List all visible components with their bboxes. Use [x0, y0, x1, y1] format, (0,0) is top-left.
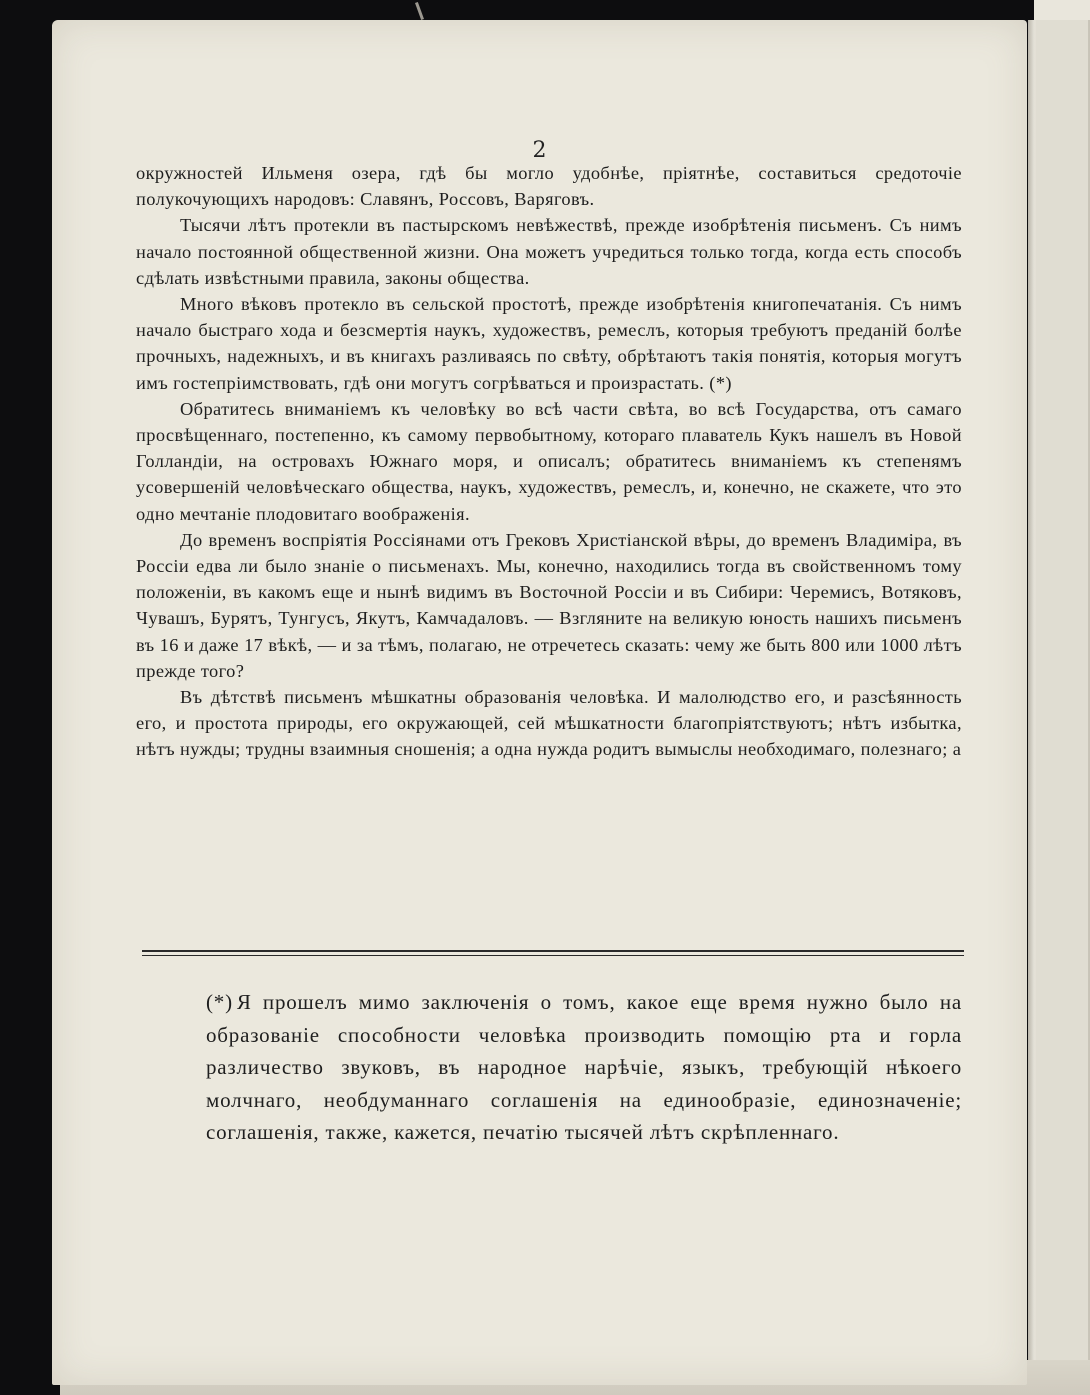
- next-page-edge: [1028, 20, 1090, 1395]
- main-text: [136, 160, 962, 763]
- paragraph: Тысячи лѣтъ протекли въ пастырскомъ невѣжествѣ, прежде изобрѣтенія письменъ. Съ нимъ начало постоянной общественной жизни. Она можетъ учредиться только тогда, когда есть способъ сдѣлать извѣстными правила, законы общества.: [136, 215, 962, 288]
- paragraph: окружностей Ильменя озера, гдѣ бы могло удобнѣе, пріятнѣе, составиться средоточіе полукочующихъ народовъ: Славянъ, Россовъ, Варяговъ.: [136, 163, 962, 210]
- page-number: 2: [532, 138, 547, 163]
- footnote-mark: (*): [206, 990, 233, 1014]
- paragraph: Много вѣковъ протекло въ сельской простотѣ, прежде изобрѣтенія книгопечатанія. Съ нимъ начало быстраго хода и безсмертія наукъ, художествъ, ремеслъ, которыя требуютъ преданій болѣе прочныхъ, надежныхъ, и въ книгахъ разливаясь по свѣту, обрѣтаютъ такія понятія, которыя могутъ имъ гостепріимствовать, гдѣ они могутъ согрѣваться и произрастать. (*): [136, 294, 962, 393]
- footnote: [206, 986, 962, 1149]
- paragraph: Въ дѣтствѣ письменъ мѣшкатны образованія человѣка. И малолюдство его, и разсѣянность его, и простота природы, его окружающей, сей мѣшкатности благопріятствуютъ; нѣтъ избытка, нѣтъ нужды; трудны взаимныя сношенія; а одна нужда родитъ вымыслы необходимаго, полезнаго; а: [136, 687, 962, 760]
- binding-thread: [415, 2, 424, 20]
- paragraph: Обратитесь вниманіемъ къ человѣку во всѣ части свѣта, во всѣ Государства, отъ самаго просвѣщеннаго, постепенно, къ самому первобытному, котораго плаватель Кукъ нашелъ въ Новой Голландіи, на островахъ Южнаго моря, и описалъ; обратитесь вниманіемъ къ степенямъ усовершеній человѣческаго общества, наукъ, художествъ, ремеслъ, и, конечно, не скажете, что это одно мечтаніе плодовитаго воображенія.: [136, 398, 962, 524]
- paragraph: До временъ воспріятія Россіянами отъ Грековъ Христіанской вѣры, до временъ Владиміра, въ Россіи едва ли было знаніе о письменахъ. Мы, конечно, находились тогда въ свойственномъ тому положеніи, въ какомъ еще и нынѣ видимъ въ Восточной Россіи и въ Сибири: Черемисъ, Вотяковъ, Чувашъ, Бурятъ, Тунгусъ, Якутъ, Камчадаловъ. — Взгляните на великую юность нашихъ письменъ въ 16 и даже 17 вѣкѣ, — и за тѣмъ, полагаю, не отречетесь сказать: чему же быть 800 или 1000 лѣтъ прежде того?: [136, 529, 962, 681]
- footnote-separator-rule: [142, 950, 964, 956]
- footnote-text: Я прошелъ мимо заключенія о томъ, какое еще время нужно было на образованіе способности человѣка производить помощію рта и горла различество звуковъ, въ народное нарѣчіе, языкъ, требующій нѣкоего молчнаго, необдуманнаго соглашенія на единообразіе, единозначеніе; соглашенія, также, кажется, печатію тысячей лѣтъ скрѣпленнаго.: [206, 990, 962, 1145]
- next-page-leaf: [1036, 20, 1088, 1395]
